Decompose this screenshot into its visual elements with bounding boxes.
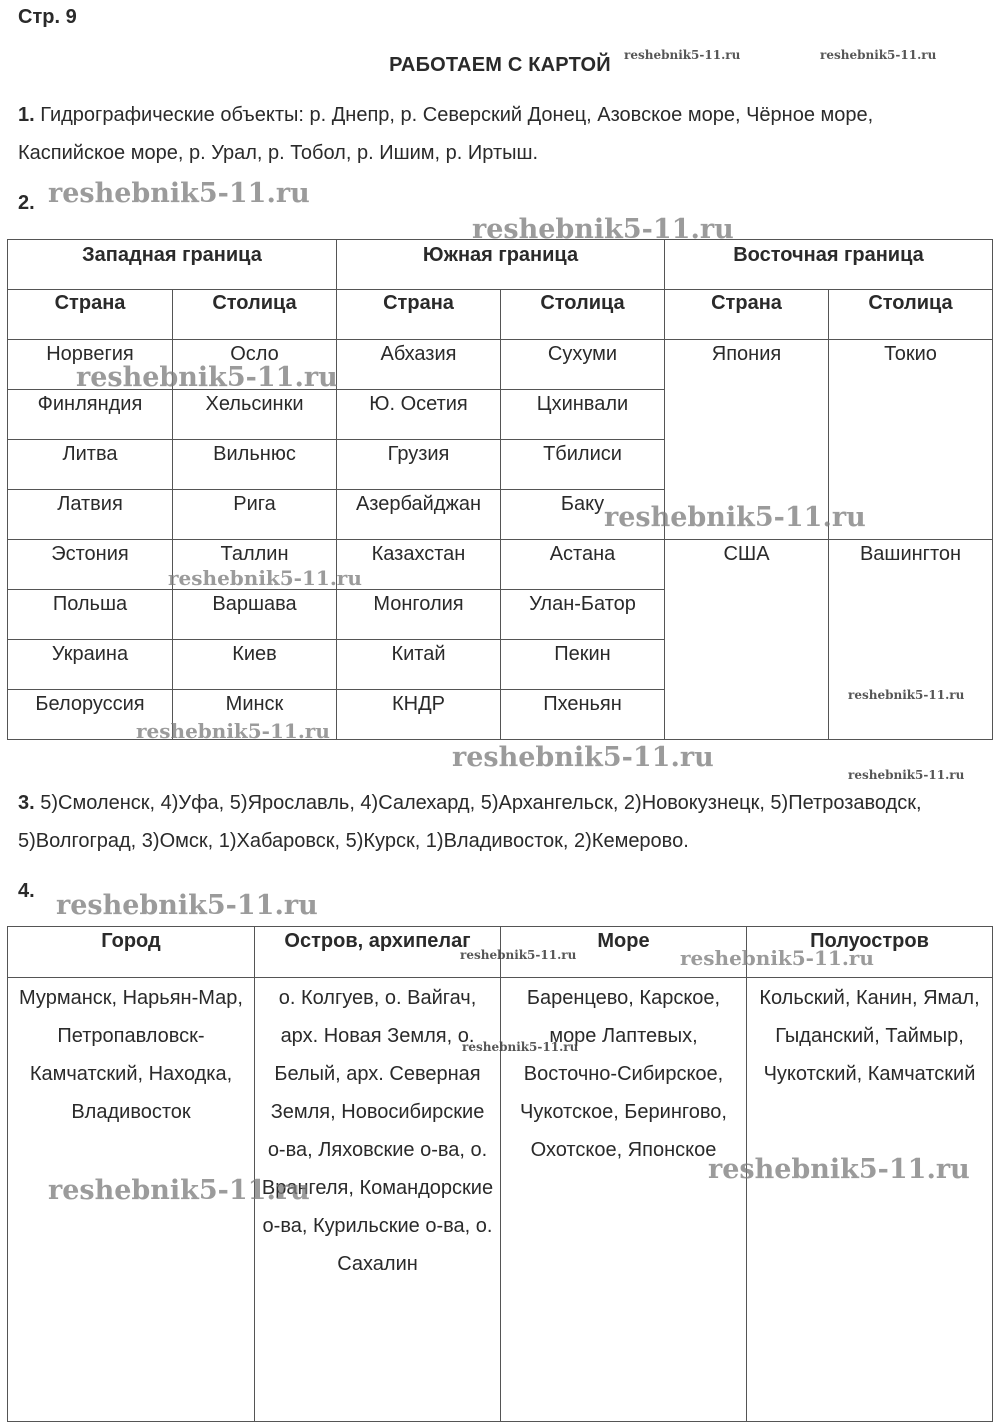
table-cell: Финляндия [8, 390, 173, 440]
watermark: reshebnik5-11.ru [680, 946, 874, 970]
watermark: reshebnik5-11.ru [462, 1040, 579, 1054]
watermark: reshebnik5-11.ru [624, 48, 741, 62]
table-cell: Вашингтон [829, 540, 993, 740]
table-cell: Сухуми [501, 340, 665, 390]
task3-paragraph [18, 784, 978, 860]
table-cell: Астана [501, 540, 665, 590]
table-cell: Пекин [501, 640, 665, 690]
watermark: reshebnik5-11.ru [76, 362, 338, 393]
geography-objects-table [7, 926, 993, 1422]
table-row [8, 978, 993, 1422]
column-header-island: Остров, архипелаг [255, 927, 501, 978]
table-cell: Латвия [8, 490, 173, 540]
borders-table [7, 239, 993, 740]
table-cell: Норвегия [8, 340, 173, 390]
table-cell: Киев [173, 640, 337, 690]
table-cell: Эстония [8, 540, 173, 590]
table-cell: США [665, 540, 829, 740]
task3-number: 3. [18, 792, 35, 814]
table-cell: Япония [665, 340, 829, 540]
watermark: reshebnik5-11.ru [452, 742, 714, 773]
watermark: reshebnik5-11.ru [48, 1175, 310, 1206]
task4-number: 4. [18, 880, 35, 902]
table-cell: Вильнюс [173, 440, 337, 490]
watermark: reshebnik5-11.ru [48, 178, 310, 209]
table-cell: Украина [8, 640, 173, 690]
table-cell: Пхеньян [501, 690, 665, 740]
task1-text: Гидрографические объекты: р. Днепр, р. Северский Донец, Азовское море, Чёрное море, Каспийское море, р. Урал, р. Тобол, р. Ишим, р. Иртыш. [18, 104, 874, 164]
watermark: reshebnik5-11.ru [820, 48, 937, 62]
table-cell: Ю. Осетия [337, 390, 501, 440]
seas-cell: Баренцево, Карское, море Лаптевых, Восточно-Сибирское, Чукотское, Берингово, Охотское, Японское [501, 978, 747, 1422]
group-header-south: Южная граница [337, 240, 665, 290]
watermark: reshebnik5-11.ru [56, 890, 318, 921]
table-cell: Баку [501, 490, 665, 540]
table-cell: Азербайджан [337, 490, 501, 540]
table-cell: Рига [173, 490, 337, 540]
table-cell: Польша [8, 590, 173, 640]
table-cell: Монголия [337, 590, 501, 640]
table-cell: Таллин [173, 540, 337, 590]
column-header: Столица [173, 290, 337, 340]
table-cell: Токио [829, 340, 993, 540]
table-cell: Варшава [173, 590, 337, 640]
table-cell: Абхазия [337, 340, 501, 390]
task1-paragraph [18, 96, 978, 172]
watermark: reshebnik5-11.ru [848, 768, 965, 782]
page-title: РАБОТАЕМ С КАРТОЙ [389, 54, 611, 76]
table-cell: Улан-Батор [501, 590, 665, 640]
column-header: Страна [665, 290, 829, 340]
watermark: reshebnik5-11.ru [460, 948, 577, 962]
task3-text: 5)Смоленск, 4)Уфа, 5)Ярославль, 4)Салехард, 5)Архангельск, 2)Новокузнецк, 5)Петрозаводск, 5)Волгоград, 3)Омск, 1)Хабаровск, 5)Курск, 1)Владивосток, 2)Кемерово. [18, 792, 922, 852]
column-header: Страна [337, 290, 501, 340]
page-label: Стр. 9 [18, 6, 77, 28]
watermark: reshebnik5-11.ru [136, 719, 330, 743]
table-row [8, 540, 993, 590]
table-cell: Минск [173, 690, 337, 740]
table-cell: Цхинвали [501, 390, 665, 440]
column-header-city: Город [8, 927, 255, 978]
peninsulas-cell: Кольский, Канин, Ямал, Гыданский, Таймыр, Чукотский, Камчатский [747, 978, 993, 1422]
group-header-west: Западная граница [8, 240, 337, 290]
table-cell: Белоруссия [8, 690, 173, 740]
column-header: Страна [8, 290, 173, 340]
column-header-sea: Море [501, 927, 747, 978]
task2-number: 2. [18, 192, 35, 214]
islands-cell: о. Колгуев, о. Вайгач, арх. Новая Земля, о. Белый, арх. Северная Земля, Новосибирские о-ва, Ляховские о-ва, о. Врангеля, Командорские о-ва, Курильские о-ва, о. Сахалин [255, 978, 501, 1422]
watermark: reshebnik5-11.ru [472, 214, 734, 245]
watermark: reshebnik5-11.ru [168, 566, 362, 590]
column-header: Столица [829, 290, 993, 340]
watermark: reshebnik5-11.ru [604, 502, 866, 533]
watermark: reshebnik5-11.ru [708, 1154, 970, 1185]
table-cell: Китай [337, 640, 501, 690]
watermark: reshebnik5-11.ru [848, 688, 965, 702]
column-header-peninsula: Полуостров [747, 927, 993, 978]
table-row [8, 340, 993, 390]
task1-number: 1. [18, 104, 35, 126]
table-cell: Грузия [337, 440, 501, 490]
table-cell: КНДР [337, 690, 501, 740]
table-cell: Литва [8, 440, 173, 490]
cities-cell: Мурманск, Нарьян-Мар, Петропавловск-Камчатский, Находка, Владивосток [8, 978, 255, 1422]
table-cell: Тбилиси [501, 440, 665, 490]
column-header: Столица [501, 290, 665, 340]
table-cell: Осло [173, 340, 337, 390]
table-cell: Хельсинки [173, 390, 337, 440]
table-cell: Казахстан [337, 540, 501, 590]
group-header-east: Восточная граница [665, 240, 993, 290]
